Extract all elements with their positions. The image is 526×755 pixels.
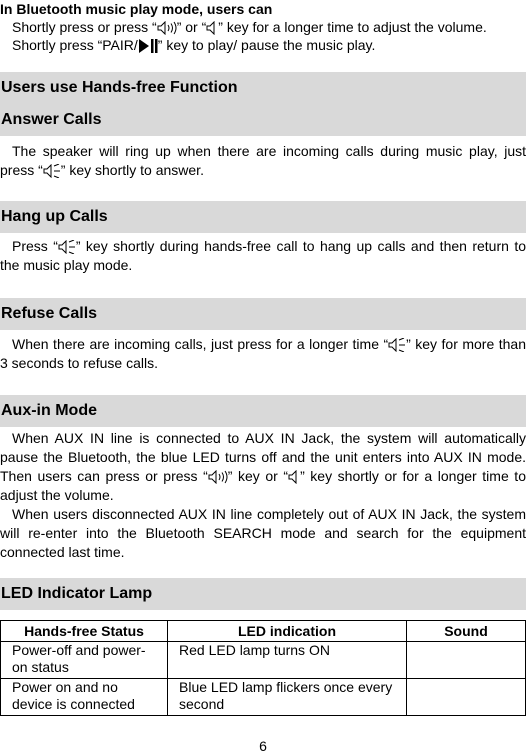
volume-instruction [12, 18, 487, 36]
answer-calls-title: Answer Calls [1, 111, 102, 128]
volume-down-icon [288, 470, 300, 484]
col-sound: Sound [407, 621, 526, 642]
phone-icon [43, 164, 61, 178]
led-table [0, 620, 526, 716]
volume-text-c: ” key for a longer time to adjust the volume. [218, 19, 487, 35]
bt-section-title: In Bluetooth music play mode, users can [0, 1, 273, 17]
refuse-calls-title: Refuse Calls [1, 305, 98, 322]
led-title: LED Indicator Lamp [1, 585, 153, 602]
col-led-indication: LED indication [168, 621, 407, 642]
sound-cell [407, 679, 526, 716]
play-text-b: ” key to play/ pause the music play. [157, 37, 376, 53]
sound-cell [407, 642, 526, 679]
answer-calls-text: The speaker will ring up when there are incoming calls during music play, just press “ ” key shortly to answer. [0, 143, 526, 178]
aux-in-text-2: When users disconnected AUX IN line completely out of AUX IN Jack, the system will re-enter into the Bluetooth SEARCH mode and search for the equipment connected last time. [0, 506, 526, 560]
play-pause-icon [138, 39, 158, 53]
hang-up-text: Press “ ” key shortly during hands-free call to hang up calls and then return to the music play mode. [0, 238, 526, 273]
led-table-header [1, 621, 526, 642]
hands-free-title: Users use Hands-free Function [1, 79, 238, 96]
volume-up-icon [157, 21, 177, 35]
status-cell: Power-off and power-on status [1, 642, 168, 679]
hang-up-title: Hang up Calls [1, 208, 108, 225]
volume-down-icon [206, 21, 218, 35]
volume-up-icon [208, 470, 228, 484]
led-cell: Red LED lamp turns ON [168, 642, 407, 679]
aux-in-title: Aux-in Mode [1, 402, 97, 419]
table-row [1, 642, 526, 679]
volume-text-b: ” or “ [176, 19, 207, 35]
play-pause-instruction [12, 36, 375, 54]
volume-text-a: Shortly press or press “ [12, 19, 157, 35]
refuse-calls-text: When there are incoming calls, just press for a longer time “ ” key for more than 3 seconds to refuse calls. [0, 336, 526, 371]
table-row [1, 679, 526, 716]
page-number: 6 [259, 738, 267, 754]
play-text-a: Shortly press “PAIR/ [12, 37, 138, 53]
status-cell: Power on and no device is connected [1, 679, 168, 716]
led-cell: Blue LED lamp flickers once every second [168, 679, 407, 716]
col-hands-free-status: Hands-free Status [1, 621, 168, 642]
aux-in-text-1: When AUX IN line is connected to AUX IN Jack, the system will automatically pause the Bluetooth, the blue LED turns off and the unit enters into AUX IN mode. Then users can press or press “ ” key or “ ” key shortly or for a longer time to adjust the volume. [0, 430, 526, 503]
phone-icon [388, 338, 406, 352]
phone-icon [58, 240, 76, 254]
